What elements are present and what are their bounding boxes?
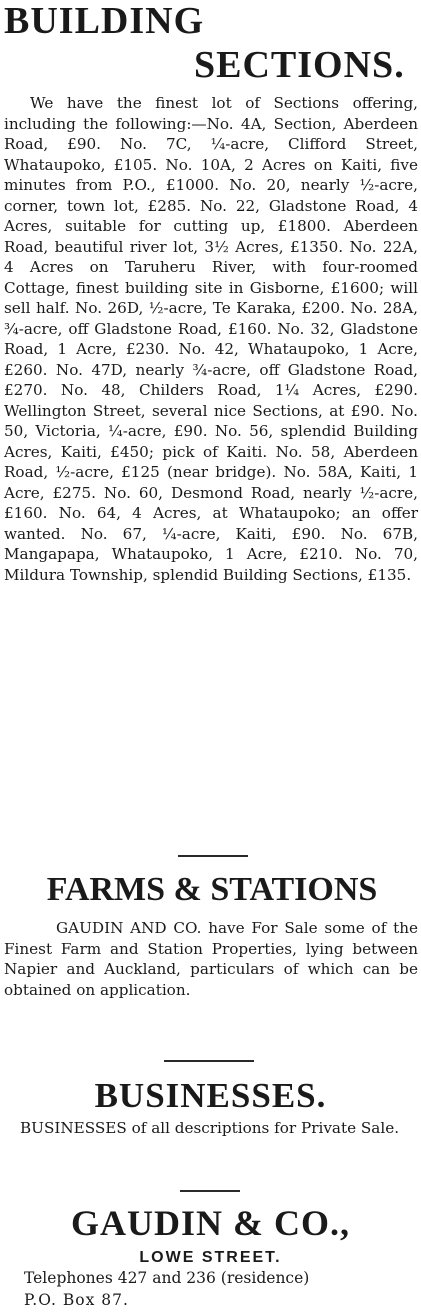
- building-heading-line1: BUILDING: [4, 0, 205, 42]
- farms-stations-heading: FARMS & STATIONS: [46, 871, 378, 908]
- farms-stations-body: GAUDIN AND CO. have For Sale some of the Finest Farm and Station Properties, lying between Napier and Auckland, particulars of which can be obtained on application.: [4, 919, 418, 999]
- street-address: LOWE STREET.: [139, 1249, 282, 1266]
- building-sections-body: We have the finest lot of Sections offering, including the following:—No. 4A, Section, Aberdeen Road, £90. No. 7C, ¼-acre, Clifford Street, Whataupoko, £105. No. 10A, 2 Acres on Kaiti, five minutes from P.O., £1000. No. 20, nearly ½-acre, corner, town lot, £285. No. 22, Gladstone Road, 4 Acres, suitable for cutting up, £1800. Aberdeen Road, beautiful river lot, 3½ Acres, £1350. No. 22A, 4 Acres on Taruheru River, with four-roomed Cottage, finest building site in Gisborne, £1600; will sell half. No. 26D, ½-acre, Te Karaka, £200. No. 28A, ¾-acre, off Gladstone Road, £160. No. 32, Gladstone Road, 1 Acre, £230. No. 42, Whataupoko, 1 Acre, £260. No. 47D, nearly ¾-acre, off Gladstone Road, £270. No. 48, Childers Road, 1¼ Acres, £290. Wellington Street, several nice Sections, at £90. No. 50, Victoria, ¼-acre, £90. No. 56, splendid Building Acres, Kaiti, £450; pick of Kaiti. No. 58, Aberdeen Road, ½-acre, £125 (near bridge). No. 58A, Kaiti, 1 Acre, £275. No. 60, Desmond Road, nearly ½-acre, £160. No. 64, 4 Acres, at Whataupoko; an offer wanted. No. 67, ¼-acre, Kaiti, £90. No. 67B, Mangapapa, Whataupoko, 1 Acre, £210. No. 70, Mildura Township, splendid Building Sections, £135.: [4, 94, 418, 584]
- businesses-heading: BUSINESSES.: [94, 1076, 327, 1115]
- sections-heading-line2: SECTIONS.: [194, 44, 405, 86]
- section-divider: [178, 855, 248, 857]
- section-divider: [180, 1190, 240, 1192]
- firm-name: GAUDIN & CO.,: [71, 1203, 350, 1243]
- po-box: P.O. Box 87.: [24, 1291, 129, 1309]
- section-divider: [164, 1060, 254, 1062]
- telephones: Telephones 427 and 236 (residence): [24, 1269, 310, 1287]
- businesses-body: BUSINESSES of all descriptions for Private Sale.: [20, 1119, 400, 1137]
